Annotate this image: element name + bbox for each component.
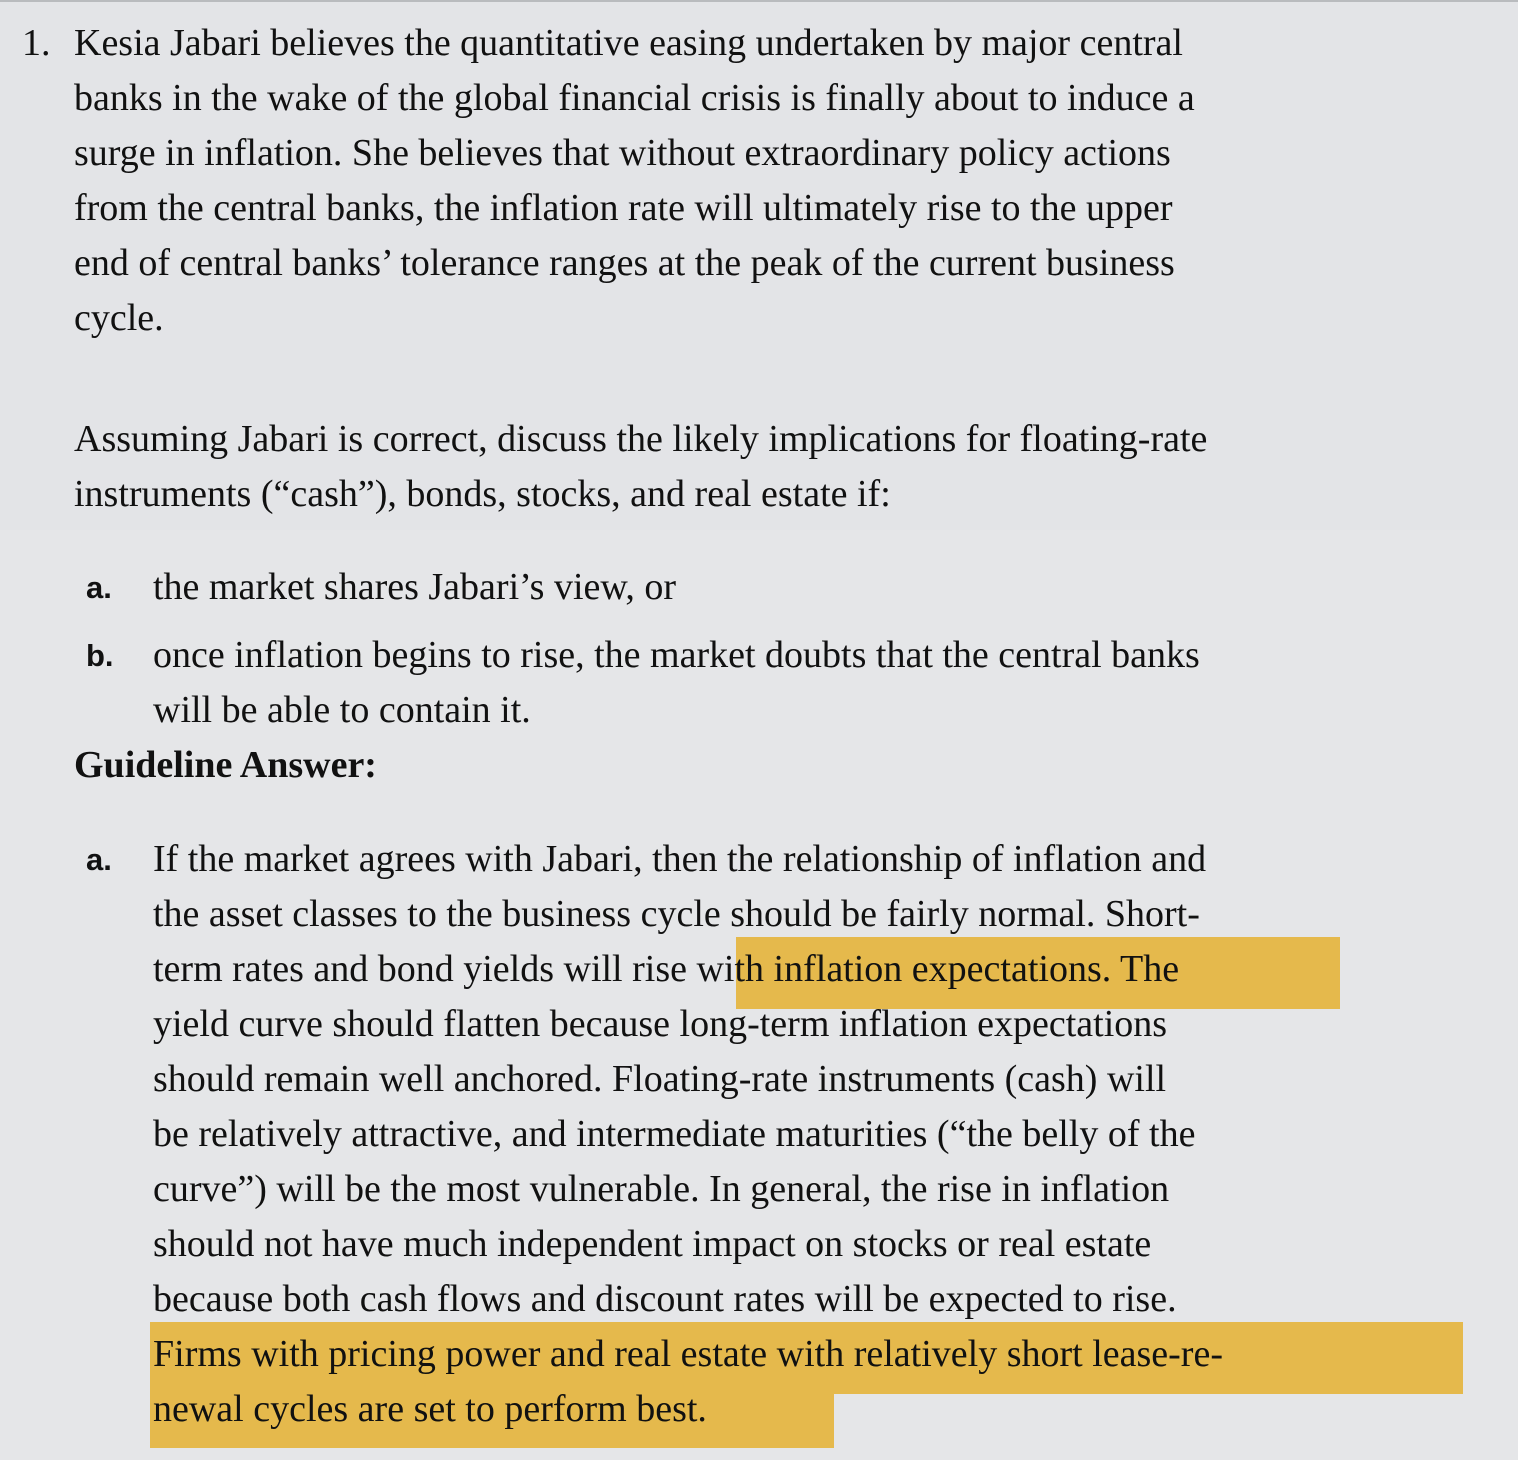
question-number: 1.	[22, 22, 51, 64]
question-line: surge in inflation. She believes that without extraordinary policy actions	[74, 132, 1171, 174]
question-line: from the central banks, the inflation rate will ultimately rise to the upper	[74, 187, 1173, 229]
answer-label-a: a.	[86, 842, 112, 877]
highlighted-answer-line: Firms with pricing power and real estate with relatively short lease-re-	[153, 1333, 1223, 1375]
highlighted-text: rise with inflation expectations.	[632, 948, 1112, 990]
answer-text: term rates and bond yields will	[153, 948, 633, 990]
answer-line: should remain well anchored. Floating-rate instruments (cash) will	[153, 1058, 1167, 1100]
prompt-line: Assuming Jabari is correct, discuss the likely implications for floating-rate	[74, 418, 1208, 460]
question-line: end of central banks’ tolerance ranges at the peak of the current business	[74, 242, 1175, 284]
answer-line: be relatively attractive, and intermediate maturities (“the belly of the	[153, 1113, 1196, 1155]
answer-text: The	[1111, 948, 1180, 990]
item-label-b: b.	[86, 638, 114, 673]
prompt-line: instruments (“cash”), bonds, stocks, and real estate if:	[74, 473, 891, 515]
item-b-text: once inflation begins to rise, the market doubts that the central banks	[153, 634, 1200, 676]
answer-line: yield curve should flatten because long-term inflation expectations	[153, 1003, 1168, 1045]
answer-line: the asset classes to the business cycle should be fairly normal. Short-	[153, 893, 1200, 935]
answer-line: because both cash flows and discount rates will be expected to rise.	[153, 1278, 1177, 1320]
answer-line: If the market agrees with Jabari, then the relationship of inflation and	[153, 838, 1207, 880]
answer-line	[153, 942, 1179, 997]
question-line: cycle.	[74, 297, 164, 339]
answer-line: should not have much independent impact on stocks or real estate	[153, 1223, 1152, 1265]
answer-line: curve”) will be the most vulnerable. In general, the rise in inflation	[153, 1168, 1170, 1210]
item-b-text: will be able to contain it.	[153, 689, 531, 731]
item-label-a: a.	[86, 570, 112, 605]
highlighted-answer-line: newal cycles are set to perform best.	[153, 1388, 707, 1430]
question-line: Kesia Jabari believes the quantitative easing undertaken by major central	[74, 22, 1183, 64]
item-a-text: the market shares Jabari’s view, or	[153, 566, 677, 608]
question-line: banks in the wake of the global financial crisis is finally about to induce a	[74, 77, 1195, 119]
answer-heading: Guideline Answer:	[74, 744, 377, 786]
